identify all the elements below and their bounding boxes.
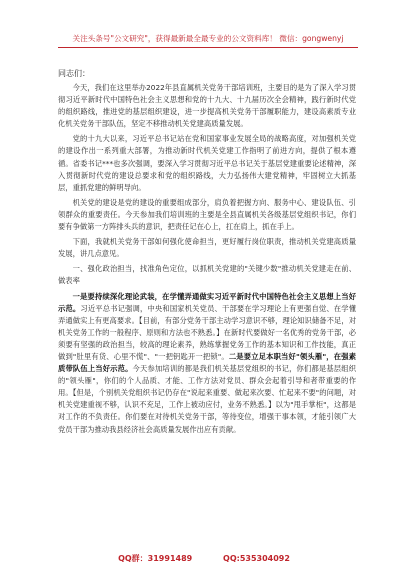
paragraph-3: 机关党的建设是党的建设的重要组成部分，肩负着把握方向、服务中心、建设队伍、引领群众的重要责任。今天参加我们培训班的主要是全县直属机关各级基层党组织书记，你们要有争做第一方阵排头兵的意识，把责任记在心上，扛在肩上，抓在手上。: [58, 197, 356, 232]
point-one-heading: 一是要持续深化理论武装，在学懂弄通做实习近平新时代中国特色社会主义思想上当好示范。: [58, 291, 356, 313]
footer-qq: QQ:535304092: [223, 554, 290, 563]
paragraph-1: 今天，我们在这里举办2022年县直属机关党务干部培训班，主要目的是为了深入学习贯彻习近平新时代中国特色社会主义思想和党的十九大、十九届历次全会精神，践行新时代党的组织路线，推进党的基层组织建设，进一步提高机关党务干部履职能力，建设高素质专业化机关党务干部队伍，坚定不移推动机关党建高质量发展。: [58, 83, 356, 129]
paragraph-5: [58, 291, 356, 436]
document-body: [58, 68, 356, 546]
point-two-body: 今天参加培训的都是我们机关基层党组织的书记，你们都是基层组织的"领头雁"，你们的个人品质、才能、工作方法对党员、群众会起着引导和者带重要的作用。【但是，个别机关党组织书记仍存在"说起来重要、做起来次要、忙起来不要"的问题，对机关党建重视不够，认识不充足，工作上被动应付，业务不熟悉。】以为"甩手掌柜"，这都是对工作的不负责任。你们要在对待机关党务干部，等待变位，增强干事本领，才能引领广大党员干部为推动我县经济社会高质量发展作出应有贡献。: [58, 364, 356, 434]
point-one-body: 习近平总书记强调，中央和国家机关党员、干部要在学习理论上有更强自觉、在学懂弄通做实上有更高要求。【目前，有部分党务干部主动学习意识不够，理论知识储备不足，对机关党务工作的一般程序、原则和方法也不熟悉。】在新时代要做好一名优秀的党务干部，必须要有坚强的政治担当，较高的理论素养，熟练掌握党务工作的基本知识和工作技能，真正做到"肚里有货、心里不慌"、"一把钥匙开一把锁"。: [58, 303, 356, 361]
section-heading-1: 一、强化政治担当，找准角色定位，以抓机关党建的"关键少数"推动机关党建走在前、做表率: [58, 264, 356, 286]
paragraph-2: 党的十九大以来，习近平总书记站在党和国家事业发展全局的战略高度，对加强机关党的建设作出一系列重大部署，为推动新时代机关党建工作指明了前进方向，提供了根本遵循。省委书记***也多次强调，要深入学习贯彻习近平总书记关于基层党建重要论述精神，深入贯彻新时代党的建设总要求和党的组织路线，大力弘扬伟大建党精神，牢固树立大抓基层，重抓党建的鲜明导向。: [58, 134, 356, 192]
point-two-heading: 二是要立足本职当好"领头雁"，在强素质带队伍上当好示范。: [58, 351, 356, 374]
greeting: 同志们：: [58, 69, 90, 78]
header-banner: 关注头条号"公文研究"，获得最新最全最专业的公文资料库！ 微信：gongwenyj: [58, 30, 358, 48]
footer-contact: [0, 552, 408, 566]
paragraph-4: 下面，我就机关党务干部如何强化使命担当，更好履行岗位职责，推动机关党建高质量发展，讲几点意见。: [58, 237, 356, 259]
footer-qq-group: QQ群：31991489: [118, 554, 193, 563]
